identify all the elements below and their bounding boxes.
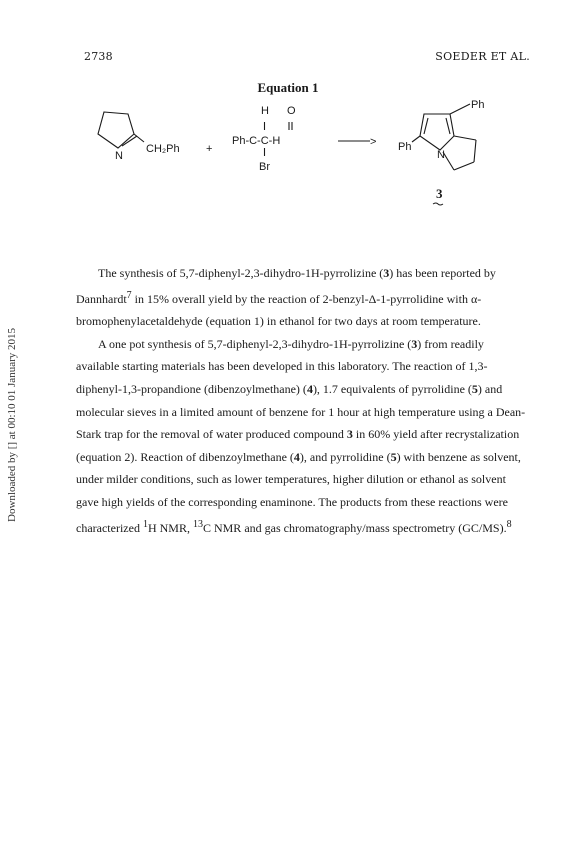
compound-number: 3 bbox=[436, 186, 443, 201]
body-text bbox=[76, 262, 530, 539]
product-n: N bbox=[437, 149, 445, 161]
download-watermark-text: Downloaded by [] at 00:10 01 January 2015 bbox=[6, 328, 18, 522]
arrow-head: > bbox=[370, 136, 377, 148]
reaction-scheme bbox=[0, 90, 576, 230]
equation-title: Equation 1 bbox=[257, 80, 319, 95]
reactant1-n: N bbox=[115, 150, 123, 162]
o-atom: O bbox=[287, 105, 296, 117]
middle-chain: Ph-C-C-H bbox=[232, 135, 281, 147]
compound-underline bbox=[433, 203, 443, 205]
br-atom: Br bbox=[259, 161, 270, 173]
download-watermark bbox=[2, 300, 22, 550]
h-atom: H bbox=[261, 105, 269, 117]
plus-sign: + bbox=[206, 143, 213, 155]
page-number: 2738 bbox=[84, 50, 113, 63]
paragraph-2: A one pot synthesis of 5,7-diphenyl-2,3-dihydro-1H-pyrrolizine (3) from readily available starting materials has been developed in this laboratory. The reaction of 1,3-diphenyl-1,3-propandione (dibenzoylmethane) (4), 1.7 equivalents of pyrrolidine (5) and molecular sieves in a limited amount of benzene for 1 hour at high temperature using a Dean-Stark trap for the removal of water produced compound 3 in 60% yield after recrystalization (equation 2). Reaction of dibenzoylmethane (4), and pyrrolidine (5) with benzene as solvent, under milder conditions, such as lower temperatures, higher dilution or ethanol as solvent gave high yields of the corresponding enaminone. The products from these reactions were characterized $^1$H NMR, $^{13}$C NMR and gas chromatography/mass spectrometry (GC/MS).$^8$ bbox=[76, 336, 526, 535]
product-ph-left: Ph bbox=[398, 141, 412, 153]
reactant1-substituent: CH₂Ph bbox=[146, 143, 180, 155]
product-ph-top: Ph bbox=[471, 99, 485, 111]
paragraph-1: The synthesis of 5,7-diphenyl-2,3-dihydro-1H-pyrrolizine (3) has been reported by Dannhardt$^7$ in 15% overall yield by the reaction of 2-benzyl-Δ-1-pyrrolidine with α-bromophenylacetaldehyde (equation 1) in ethanol for two days at room temperature. bbox=[76, 266, 496, 329]
running-head: SOEDER ET AL. bbox=[435, 50, 530, 63]
pyrroline-structure bbox=[98, 112, 144, 148]
